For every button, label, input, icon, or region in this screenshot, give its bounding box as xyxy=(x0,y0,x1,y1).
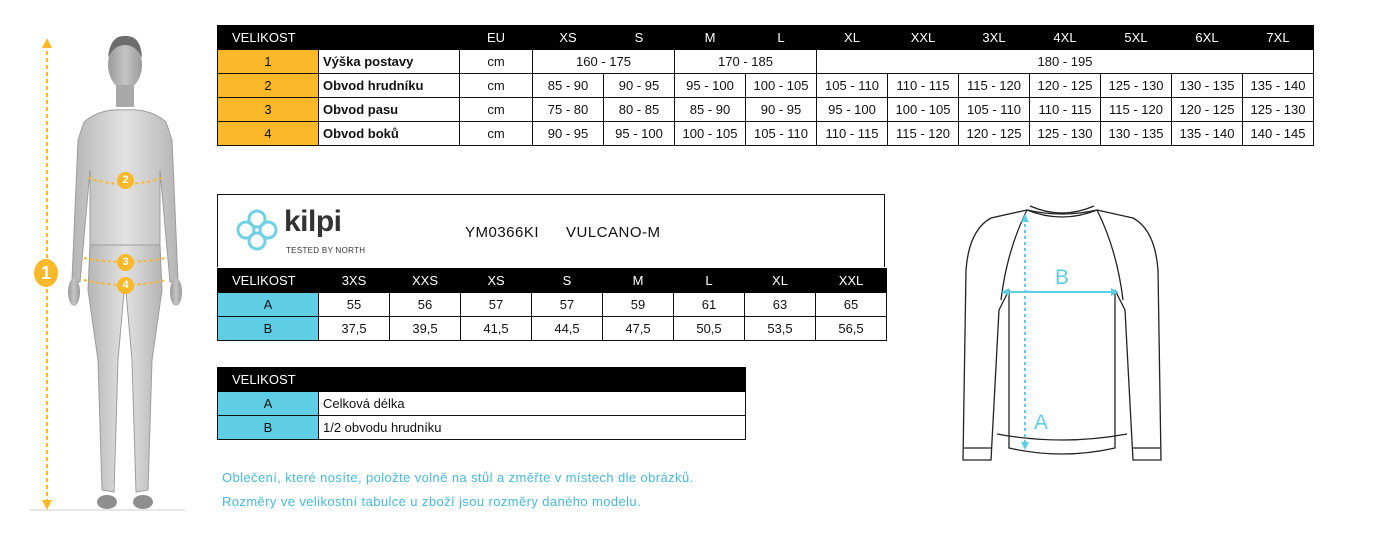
size-value-cell: 90 - 95 xyxy=(533,122,604,146)
header-cell: L xyxy=(746,26,817,50)
size-value-cell: 80 - 85 xyxy=(604,98,675,122)
size-value-cell: 120 - 125 xyxy=(1030,74,1101,98)
size-chart-header-row xyxy=(218,26,1314,50)
marker-3-label: 3 xyxy=(122,256,129,268)
product-code: YM0366KI xyxy=(465,224,540,241)
size-value-cell: 125 - 130 xyxy=(1101,74,1172,98)
row-key: A xyxy=(218,293,319,317)
size-value-cell: 110 - 115 xyxy=(888,74,959,98)
size-value-cell: 105 - 110 xyxy=(746,122,817,146)
header-cell: VELIKOST xyxy=(218,269,319,293)
product-value-cell: 56,5 xyxy=(816,317,887,341)
product-value-cell: 63 xyxy=(745,293,816,317)
product-size-row xyxy=(218,317,887,341)
size-value-cell: 180 - 195 xyxy=(817,50,1314,74)
product-value-cell: 59 xyxy=(603,293,674,317)
row-number: 3 xyxy=(218,98,319,122)
row-number: 4 xyxy=(218,122,319,146)
row-number: 1 xyxy=(218,50,319,74)
size-value-cell: 135 - 140 xyxy=(1243,74,1314,98)
marker-1-label: 1 xyxy=(40,263,51,283)
size-chart-row xyxy=(218,50,1314,74)
size-value-cell: 85 - 90 xyxy=(533,74,604,98)
size-value-cell: 140 - 145 xyxy=(1243,122,1314,146)
body-marker-3 xyxy=(117,254,134,271)
size-value-cell: 105 - 110 xyxy=(959,98,1030,122)
header-cell: M xyxy=(675,26,746,50)
size-value-cell: 95 - 100 xyxy=(817,98,888,122)
product-header-row xyxy=(218,269,887,293)
header-cell: M xyxy=(603,269,674,293)
unit-cell: cm xyxy=(460,50,533,74)
header-cell: S xyxy=(532,269,603,293)
product-value-cell: 37,5 xyxy=(319,317,390,341)
product-header-box xyxy=(217,194,885,267)
header-cell: 7XL xyxy=(1243,26,1314,50)
product-size-table xyxy=(217,268,887,341)
product-value-cell: 44,5 xyxy=(532,317,603,341)
size-chart-row xyxy=(218,74,1314,98)
unit-cell: cm xyxy=(460,122,533,146)
row-number: 2 xyxy=(218,74,319,98)
shirt-label-b: B xyxy=(1055,266,1070,289)
product-value-cell: 55 xyxy=(319,293,390,317)
size-value-cell: 120 - 125 xyxy=(959,122,1030,146)
size-value-cell: 115 - 120 xyxy=(888,122,959,146)
size-value-cell: 110 - 115 xyxy=(817,122,888,146)
body-measurement-figure xyxy=(0,30,200,515)
legend-table xyxy=(217,367,746,440)
product-value-cell: 56 xyxy=(390,293,461,317)
header-cell: L xyxy=(674,269,745,293)
product-value-cell: 61 xyxy=(674,293,745,317)
product-value-cell: 39,5 xyxy=(390,317,461,341)
product-value-cell: 47,5 xyxy=(603,317,674,341)
header-cell: XS xyxy=(533,26,604,50)
header-cell: XXS xyxy=(390,269,461,293)
shirt-measurement-diagram xyxy=(955,190,1170,480)
size-value-cell: 100 - 105 xyxy=(888,98,959,122)
product-value-cell: 41,5 xyxy=(461,317,532,341)
size-value-cell: 115 - 120 xyxy=(1101,98,1172,122)
size-value-cell: 85 - 90 xyxy=(675,98,746,122)
size-chart-row xyxy=(218,122,1314,146)
size-value-cell: 160 - 175 xyxy=(533,50,675,74)
shirt-label-a: A xyxy=(1034,411,1049,434)
row-key: B xyxy=(218,317,319,341)
body-marker-4 xyxy=(117,277,134,294)
brand-tagline: TESTED BY NORTH xyxy=(286,246,366,255)
product-value-cell: 57 xyxy=(461,293,532,317)
header-cell: 6XL xyxy=(1172,26,1243,50)
legend-description: Celková délka xyxy=(319,392,746,416)
product-value-cell: 50,5 xyxy=(674,317,745,341)
size-value-cell: 135 - 140 xyxy=(1172,122,1243,146)
size-value-cell: 110 - 115 xyxy=(1030,98,1101,122)
legend-key: A xyxy=(218,392,319,416)
size-value-cell: 100 - 105 xyxy=(746,74,817,98)
product-size-row xyxy=(218,293,887,317)
measurement-label: Obvod hrudníku xyxy=(319,74,460,98)
header-cell: XXL xyxy=(816,269,887,293)
unit-cell: cm xyxy=(460,98,533,122)
measurement-label: Obvod boků xyxy=(319,122,460,146)
product-value-cell: 53,5 xyxy=(745,317,816,341)
legend-key: B xyxy=(218,416,319,440)
header-cell: XL xyxy=(745,269,816,293)
brand-name: kilpi xyxy=(284,205,342,238)
header-cell: 3XL xyxy=(959,26,1030,50)
size-value-cell: 95 - 100 xyxy=(604,122,675,146)
size-chart-table xyxy=(217,25,1314,146)
size-chart-row xyxy=(218,98,1314,122)
header-cell: XL xyxy=(817,26,888,50)
size-value-cell: 105 - 110 xyxy=(817,74,888,98)
product-name: VULCANO-M xyxy=(566,224,661,241)
header-cell: XXL xyxy=(888,26,959,50)
marker-4-label: 4 xyxy=(122,279,129,291)
unit-cell: cm xyxy=(460,74,533,98)
legend-row xyxy=(218,416,746,440)
header-cell: 4XL xyxy=(1030,26,1101,50)
header-cell: 3XS xyxy=(319,269,390,293)
size-value-cell: 170 - 185 xyxy=(675,50,817,74)
body-marker-1 xyxy=(34,259,58,287)
header-cell: 5XL xyxy=(1101,26,1172,50)
size-value-cell: 75 - 80 xyxy=(533,98,604,122)
product-value-cell: 65 xyxy=(816,293,887,317)
size-value-cell: 100 - 105 xyxy=(675,122,746,146)
header-cell: S xyxy=(604,26,675,50)
note-line-1: Oblečení, které nosíte, položte volně na stůl a změřte v místech dle obrázků. xyxy=(222,470,694,485)
header-cell: XS xyxy=(461,269,532,293)
body-marker-2 xyxy=(117,172,134,189)
legend-row xyxy=(218,392,746,416)
kilpi-logo-icon xyxy=(232,205,282,255)
size-value-cell: 125 - 130 xyxy=(1243,98,1314,122)
size-value-cell: 90 - 95 xyxy=(746,98,817,122)
header-cell xyxy=(319,26,460,50)
header-cell: VELIKOST xyxy=(218,26,319,50)
size-value-cell: 90 - 95 xyxy=(604,74,675,98)
legend-header: VELIKOST xyxy=(218,368,746,392)
measurement-label: Obvod pasu xyxy=(319,98,460,122)
size-value-cell: 125 - 130 xyxy=(1030,122,1101,146)
measurement-label: Výška postavy xyxy=(319,50,460,74)
header-cell: EU xyxy=(460,26,533,50)
size-value-cell: 130 - 135 xyxy=(1172,74,1243,98)
size-value-cell: 120 - 125 xyxy=(1172,98,1243,122)
size-value-cell: 115 - 120 xyxy=(959,74,1030,98)
size-value-cell: 130 - 135 xyxy=(1101,122,1172,146)
legend-header-row xyxy=(218,368,746,392)
legend-description: 1/2 obvodu hrudníku xyxy=(319,416,746,440)
size-value-cell: 95 - 100 xyxy=(675,74,746,98)
product-value-cell: 57 xyxy=(532,293,603,317)
marker-2-label: 2 xyxy=(122,174,129,186)
note-line-2: Rozměry ve velikostní tabulce u zboží jsou rozměry daného modelu. xyxy=(222,494,642,509)
